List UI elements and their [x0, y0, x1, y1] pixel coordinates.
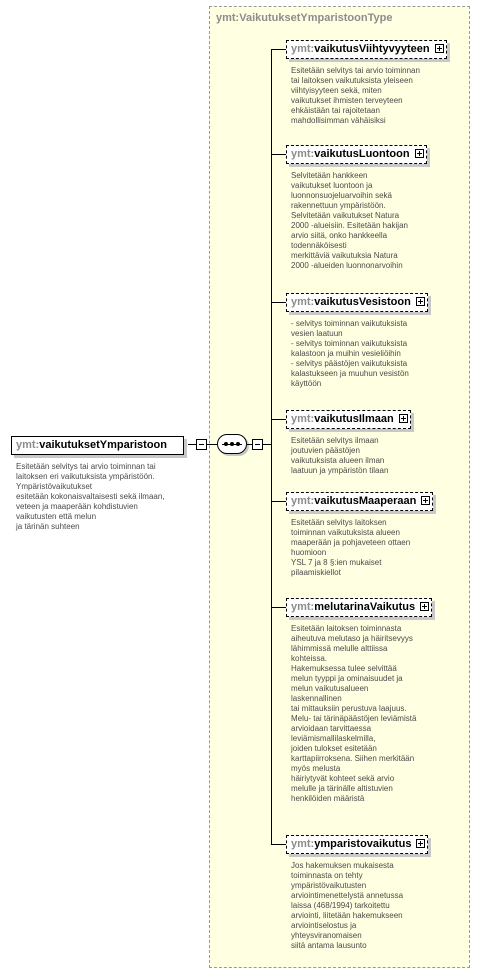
element-vaikutusMaaperaan[interactable]	[286, 492, 433, 511]
expand-icon[interactable]	[416, 297, 425, 306]
element-prefix: ymt:	[291, 296, 315, 308]
sequence-connector	[263, 444, 271, 445]
element-name: vaikutusMaaperaan	[314, 495, 417, 507]
branch-line	[271, 154, 286, 155]
element-name: melutarinaVaikutus	[314, 601, 416, 613]
element-name: ymparistovaikutus	[314, 838, 412, 850]
branch-line	[271, 501, 286, 502]
element-name: vaikutusLuontoon	[314, 148, 410, 160]
element-description: Esitetään laitoksen toiminnasta aiheutuva melutaso ja häiritsevyys lähimmissä melulle alttiissa kohteissa. Hakemuksessa tulee selvittää melun tyyppi ja ominaisuudet ja melun vaikutusalueen laskennallinen tai mittauksiin perustuva laajuus. Melu- tai tärinäpäästöjen leviämistä arvioidaan tarvittaessa leviämismallilaskelmilla, joiden tulokset esitetään karttapiirroksena. Siihen merkitään myös melusta häiriytyvät kohteet sekä arvio melulle ja tärinälle altistuvien henkilöiden määristä	[291, 624, 417, 803]
element-ymparistovaikutus[interactable]	[286, 835, 428, 854]
branch-line	[271, 49, 286, 50]
element-description: Selvitetään hankkeen vaikutukset luontoon ja luonnonsuojeluarvoihin sekä rakennettuun ympäristöön. Selvitetään vaikutukset Natura 2000 -alueisiin. Esitetään hakijan arvio siitä, onko hankkeella todennäköisesti merkittäviä vaikutuksia Natura 2000 -alueiden luonnonarvoihin	[291, 171, 408, 270]
root-connector	[207, 444, 217, 445]
element-description: - selvitys toiminnan vaikutuksista vesien laatuun - selvitys toiminnan vaikutuksista kalastoon ja muihin vesieliöihin - selvitys päästöjen vaikutuksista kalastukseen ja muuhun vesistön käyttöön	[291, 319, 409, 388]
element-description: Esitetään selvitys ilmaan joutuvien päästöjen vaikutuksista alueen ilman laatuun ja ympäristön tilaan	[291, 436, 389, 475]
element-prefix: ymt:	[291, 601, 315, 613]
element-description: Esitetään selvitys laitoksen toiminnan vaikutuksista alueen maaperään ja pohjaveteen ottaen huomioon YSL 7 ja 8 §:ien mukaiset pilaamiskiellot	[291, 518, 411, 577]
expand-icon[interactable]	[416, 839, 425, 848]
expand-icon[interactable]	[420, 602, 429, 611]
branch-line	[271, 844, 286, 845]
expand-icon[interactable]	[421, 496, 430, 505]
element-name: vaikutusViihtyvyyteen	[314, 43, 430, 55]
element-vaikutusLuontoon[interactable]	[286, 145, 427, 164]
element-name: vaikutusVesistoon	[314, 296, 411, 308]
branch-line	[271, 302, 286, 303]
root-element-name: vaikutuksetYmparistoon	[39, 439, 167, 451]
sequence-branch-line	[271, 49, 272, 844]
root-description: Esitetään selvitys tai arvio toiminnan tai laitoksen eri vaikutuksista ympäristöön. Ympäristövaikutukset esitetään kokonaisvaltaisesti sekä ilmaan, veteen ja maaperään kohdistuvien vaikutusten että melun ja tärinän suhteen	[16, 462, 165, 531]
complex-type-title: ymt:VaikutuksetYmparistoonType	[216, 12, 393, 24]
element-vaikutusViihtyvyyteen[interactable]	[286, 40, 447, 59]
expand-icon[interactable]	[435, 44, 444, 53]
sequence-collapse-icon[interactable]	[252, 439, 263, 450]
element-description: Esitetään selvitys tai arvio toiminnan tai laitoksen vaikutuksista yleiseen viihtyisyyteen sekä, miten vaikutukset ihmisten terveyteen ehkäistään tai rajoitetaan mahdollisimman vähäisiksi	[291, 66, 420, 125]
sequence-compositor-icon[interactable]	[217, 434, 247, 454]
element-name: vaikutusIlmaan	[314, 413, 394, 425]
element-prefix: ymt:	[291, 43, 315, 55]
element-vaikutusIlmaan[interactable]	[286, 410, 411, 429]
element-description: Jos hakemuksen mukaisesta toiminnasta on tehty ympäristövaikutusten arviointimenettelystä annetussa laissa (468/1994) tarkoitettu arviointi, liitetään hakemukseen arviointiselostus ja yhteysviranomaisen siitä antama lausunto	[291, 861, 404, 950]
root-connector	[188, 444, 196, 445]
expand-icon[interactable]	[399, 414, 408, 423]
element-melutarinaVaikutus[interactable]	[286, 598, 432, 617]
branch-line	[271, 419, 286, 420]
element-prefix: ymt:	[291, 495, 315, 507]
root-element[interactable]	[11, 436, 184, 455]
element-prefix: ymt:	[291, 838, 315, 850]
expand-icon[interactable]	[415, 149, 424, 158]
element-prefix: ymt:	[291, 148, 315, 160]
element-prefix: ymt:	[291, 413, 315, 425]
branch-line	[271, 607, 286, 608]
root-element-prefix: ymt:	[16, 439, 40, 451]
root-collapse-icon[interactable]	[196, 439, 207, 450]
element-vaikutusVesistoon[interactable]	[286, 293, 428, 312]
